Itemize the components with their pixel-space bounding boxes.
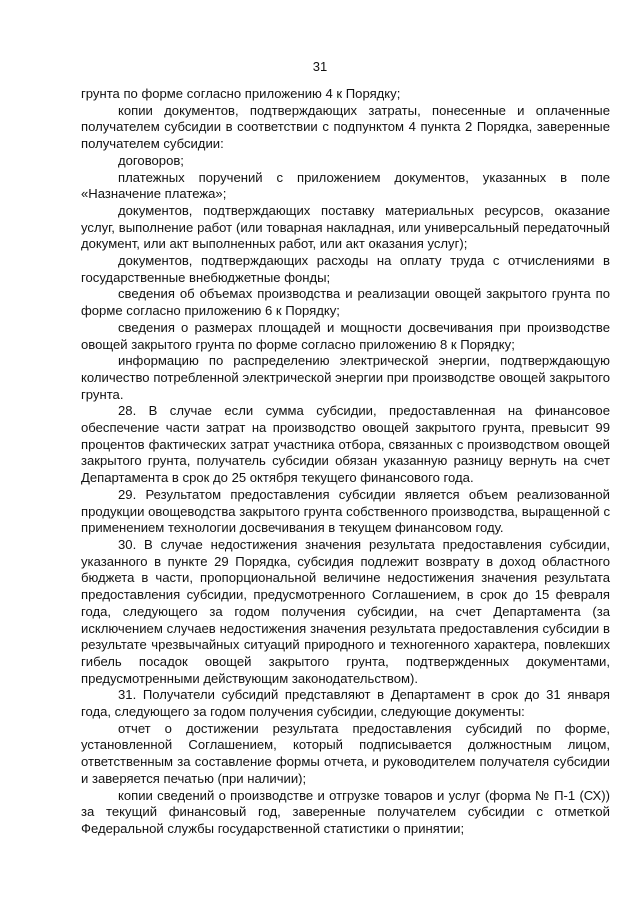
paragraph-item-30: 30. В случае недостижения значения результата предоставления субсидии, указанного в пункте 29 Порядка, субсидия подлежит возврату в доход областного бюджета в части, пропорциональной величине недостижения значения результата предоставления субсидии, предусмотренного Соглашением, в срок до 15 февраля года, следующего за годом получения субсидии, на счет Департамента (за исключением случаев недостижения значения результата предоставления субсидии в результате чрезвычайных ситуаций природного и техногенного характера, повлекших гибель посадок овощей закрытого грунта, подтвержденных документами, предусмотренными действующим законодательством).: [81, 536, 610, 686]
page-number: 31: [312, 59, 328, 74]
paragraph-docs-copies: копии документов, подтверждающих затраты, понесенные и оплаченные получателем субсидии в соответствии с подпунктом 4 пункта 2 Порядка, заверенные получателем субсидии:: [81, 102, 610, 152]
paragraph-contracts: договоров;: [118, 152, 184, 168]
paragraph-item-28: 28. В случае если сумма субсидии, предоставленная на финансовое обеспечение части затрат на производство овощей закрытого грунта, превысит 99 процентов фактических затрат участника отбора, связанных с производством овощей закрытого грунта, получатель субсидии обязан указанную разницу вернуть на счет Департамента в срок до 25 октября текущего финансового года.: [81, 403, 610, 486]
paragraph-report: отчет о достижении результата предоставления субсидий по форме, установленной Соглашением, который подписывается должностным лицом, ответственным за составление формы отчета, и руководителем получателя субсидии и заверяется печатью (при наличии);: [81, 720, 610, 786]
paragraph-payment-orders: платежных поручений с приложением документов, указанных в поле «Назначение платежа»;: [81, 169, 610, 202]
document-body: [81, 86, 610, 838]
paragraph-electricity-info: информацию по распределению электрической энергии, подтверждающую количество потребленной электрической энергии при производстве овощей закрытого грунта.: [81, 353, 610, 402]
paragraph-statistics-copies: копии сведений о производстве и отгрузке товаров и услуг (форма № П-1 (СХ)) за текущий финансовый год, заверенные получателем субсидии с отметкой Федеральной службы государственной статистики о принятии;: [81, 787, 610, 836]
paragraph-supply-docs: документов, подтверждающих поставку материальных ресурсов, оказание услуг, выполнение работ (или товарная накладная, или универсальный передаточный документ, или акт выполненных работ, или акт оказания услуг);: [81, 202, 610, 252]
paragraph-labor-docs: документов, подтверждающих расходы на оплату труда с отчислениями в государственные внебюджетные фонды;: [81, 253, 610, 285]
paragraph-production-info: сведения об объемах производства и реализации овощей закрытого грунта по форме согласно приложению 6 к Порядку;: [81, 286, 610, 319]
paragraph-item-31: 31. Получатели субсидий представляют в Департамент в срок до 31 января года, следующего за годом получения субсидии, следующие документы:: [81, 687, 610, 720]
paragraph-item-29: 29. Результатом предоставления субсидии является объем реализованной продукции овощеводства закрытого грунта собственного производства, выращенной с применением технологии досвечивания в текущем финансовом году.: [81, 486, 610, 536]
paragraph-continuation: грунта по форме согласно приложению 4 к Порядку;: [81, 86, 401, 101]
paragraph-lighting-info: сведения о размерах площадей и мощности досвечивания при производстве овощей закрытого грунта по форме согласно приложению 8 к Порядку;: [81, 319, 610, 352]
